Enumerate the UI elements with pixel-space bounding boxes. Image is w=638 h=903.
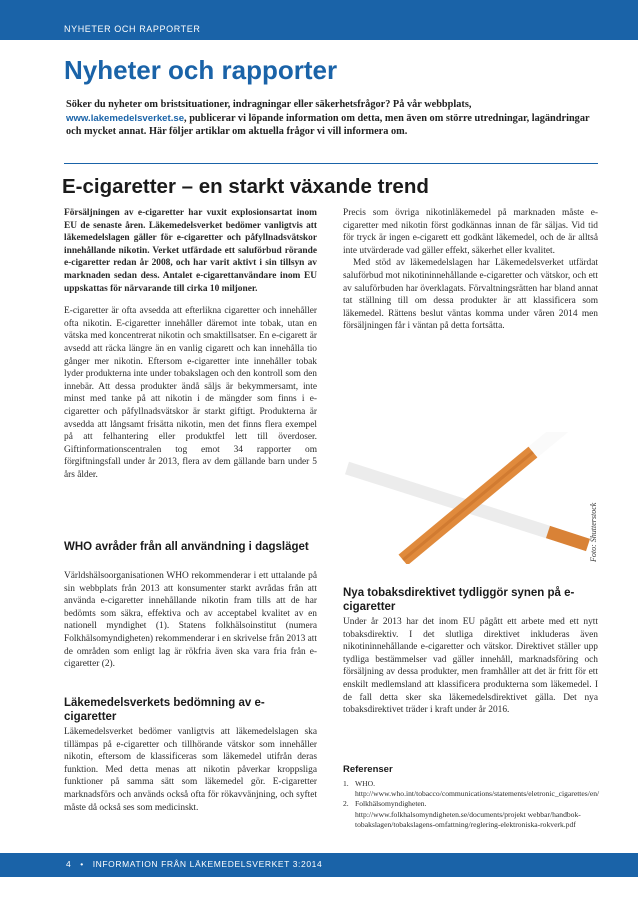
publication-name: INFORMATION FRÅN LÄKEMEDELSVERKET 3:2014 — [92, 859, 323, 869]
footer-label — [66, 859, 322, 869]
reference-number: 2. — [343, 799, 349, 809]
article-headline: E-cigaretter – en starkt växande trend — [62, 175, 429, 198]
right-column — [343, 207, 598, 333]
reference-number: 1. — [343, 779, 349, 788]
e-cigarette-photo — [343, 432, 605, 564]
lv-section — [64, 726, 317, 814]
lv-heading: Läkemedelsverkets bedömning av e-cigaretter — [64, 697, 265, 723]
intro-text-start: Söker du nyheter om bristsituationer, indragningar eller säkerhetsfrågor? På vår webbplats, — [66, 99, 472, 110]
page-title: Nyheter och rapporter — [64, 55, 338, 85]
who-section — [64, 570, 317, 671]
tobacco-body: Under år 2013 har det inom EU pågått ett arbete med ett nytt tobaksdirektiv. I det slutliga direktivet inkluderas även nikotininnehållande e-cigaretter och vätskor. Direktivet ställer upp tydliga bestämmelser vad gäller innehåll, marknadsföring och försäljning av dessa produkter, men framhåller att det är fritt för ett enskilt medlemsland att klassificera produkterna som läkemedel. I de fall detta sker ska läkemedelsdirektivet gälla. Det nya tobaksdirektivet träder i kraft under år 2016. — [343, 617, 598, 716]
section-label: NYHETER OCH RAPPORTER — [64, 24, 201, 34]
who-body: Världshälsoorganisationen WHO rekommenderar i ett uttalande på sin webbplats från 2013 att konsumenter starkt avrådas från att använda e-cigaretter innehållande nikotin fram tills att de har bedömts som säkra, effektiva och av acceptabel kvalitet av en nationell myndighet (1). Statens folkhälsoinstitut (numera Folkhälsomyndigheten) rekommenderar i en skrivelse från 2013 att de områden som enligt lag är rökfria även ska vara fria från e-cigaretter (2). — [64, 571, 317, 670]
intro-text-end: , publicerar vi löpande information om detta, men även om större utredningar, lagändringar och mycket annat. Här följer artiklar om aktuella frågor vi vill informera om. — [66, 112, 590, 137]
article-body-1: E-cigaretter är ofta avsedda att efterlikna cigaretter och innehåller ofta nikotin. E-cigaretter innehåller däremot inte tobak, utan en vätska med koncentrerat nikotin och smaktillsatser. En e-cigarett är avsedd att räcka längre än en vanlig cigarett och kan innehålla tio gånger mer nikotin. Eftersom e-cigaretter inte innehåller tobak lyder produkterna inte under tobakslagen och den kontroll som den innebär. Att dessa produkter ändå säljs är bekymmersamt, inte minst med tanke på att nikotin i de mängder som finns i e-cigaretter och påfyllnadsvätskor är starkt giftigt. Produkterna är avsedda att långsamt frisätta nikotin, men det finns flera exempel på att felhantering eller produktfel lett till överdoser. Giftinformationscentralen tog emot 34 rapporter om förgiftningsfall under år 2013, flera av dem gällande barn under 5 års ålder. — [64, 306, 317, 480]
divider — [64, 163, 598, 164]
tobacco-heading: Nya tobaksdirektivet tydliggör synen på e-cigaretter — [343, 587, 575, 613]
references-title: Referenser — [343, 764, 393, 775]
left-column — [64, 207, 317, 481]
top-banner — [0, 0, 638, 40]
website-link[interactable]: www.lakemedelsverket.se — [66, 112, 185, 124]
references-list — [343, 779, 598, 830]
reference-item — [343, 779, 598, 799]
article-lead: Försäljningen av e-cigaretter har vuxit explosionsartat inom EU de senaste åren. Läkemedelsverket bedömer vanligtvis att läkemedelslagen gäller för e-cigaretter och påfyllnadsvätskor innehållande nikotin. Verket utfärdade ett saluförbud rörande e-cigaretter redan år 2008, och har varit aktivt i sin tillsyn av marknaden sedan dess. Antalet e-cigarettanvändare inom EU uppskattas för närvarande till cirka 10 miljoner. — [64, 208, 317, 294]
tobacco-section — [343, 616, 598, 717]
footer-separator: • — [80, 859, 84, 869]
right-body-1: Precis som övriga nikotinläkemedel på marknaden måste e-cigaretter med nikotin först godkännas innan de får säljas. Vid tid för tryck är ingen e-cigarett ett godkänt läkemedel, och de är alltså inte utvärderade vad gäller effekt, säkerhet eller kvalitet. — [343, 208, 598, 256]
reference-item — [343, 799, 598, 830]
reference-text[interactable]: WHO. http://www.who.int/tobacco/communications/statements/eletronic_cigarettes/en/ — [355, 779, 600, 799]
footer-banner — [0, 853, 638, 877]
lv-body: Läkemedelsverket bedömer vanligtvis att läkemedelslagen ska tillämpas på e-cigaretter och tillhörande vätskor som innehåller nikotin, eftersom de klassificeras som läkemedel utifrån deras funktion. Med detta menas att nikotin påverkar kroppsliga funktioner på samma sätt som läkemedel gör. E-cigaretter marknadsförs och används också ofta för rökavvänjning, och syftet måste då också ses som medicinskt. — [64, 727, 317, 813]
intro-text — [66, 98, 591, 139]
right-body-2: Med stöd av läkemedelslagen har Läkemedelsverket utfärdat saluförbud mot nikotininnehållande e-cigaretter och vätskor, och ett av saluförbuden har överklagats. Förvaltningsrätten har bland annat tat ställning till om dessa produkter är att klassificera som läkemedel. Rättens beslut väntas komma under våren 2014 men försäljningen får i väntan på detta fortsätta. — [343, 258, 598, 332]
page-number: 4 — [66, 859, 72, 869]
reference-text[interactable]: Folkhälsomyndigheten. http://www.folkhalsomyndigheten.se/documents/projekt webbar/handbok-tobakslagen/tobakslagens-omfattning/reglering-elektroniska-rokverk.pdf — [355, 799, 581, 829]
photo-credit: Foto: Shutterstock — [589, 502, 598, 562]
who-heading: WHO avråder från all användning i dagsläget — [64, 541, 309, 553]
